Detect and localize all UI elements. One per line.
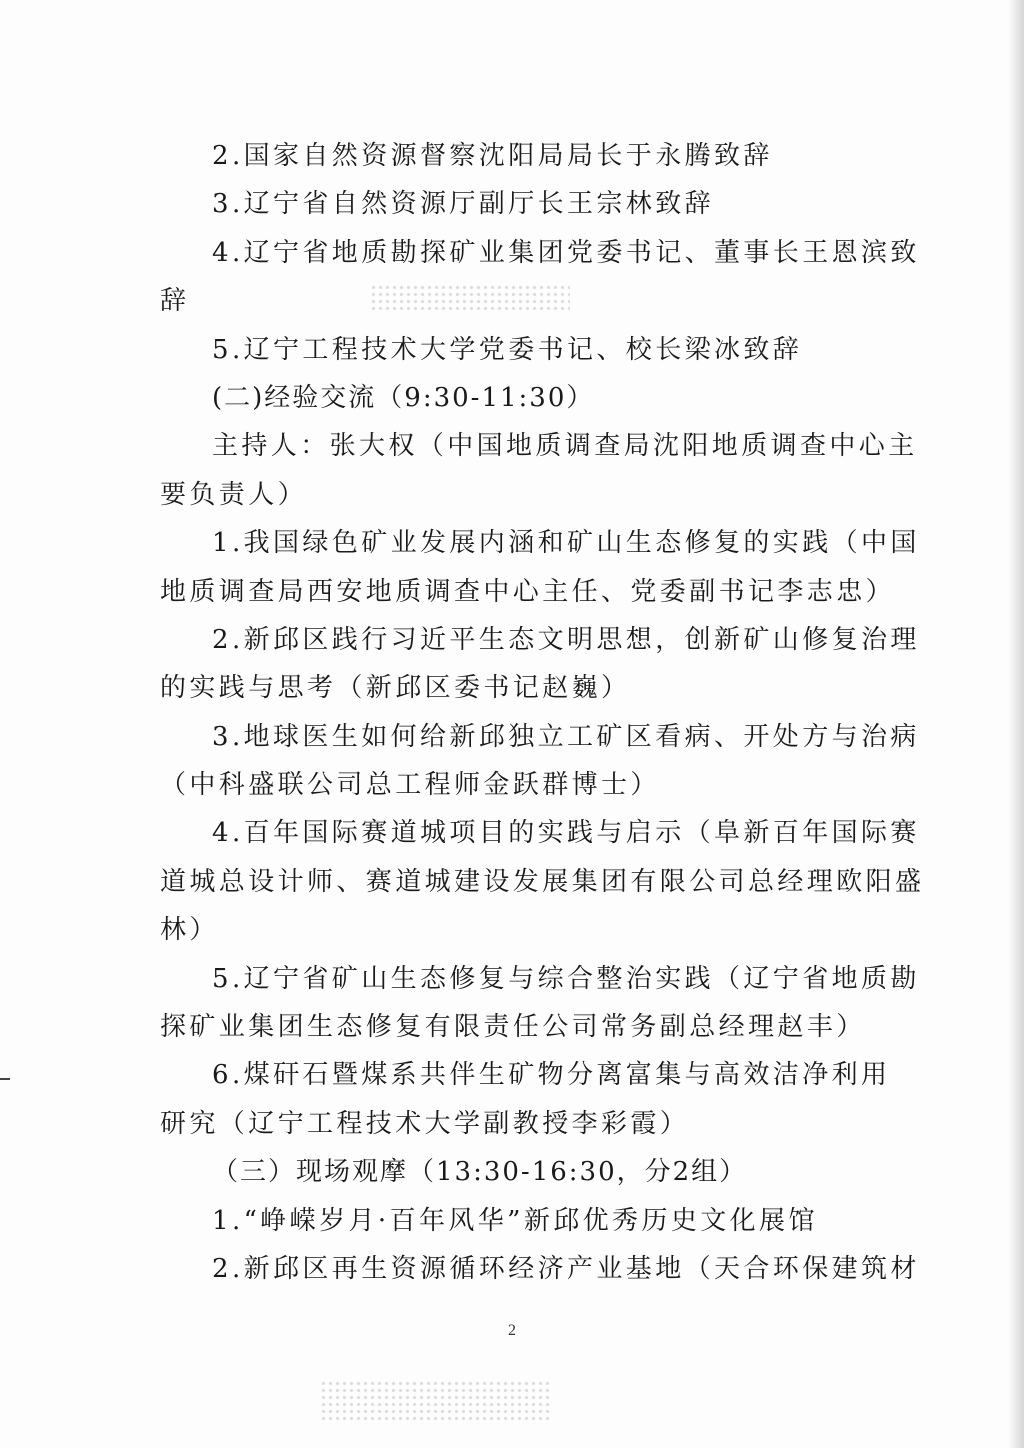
agenda-item-line: 2.国家自然资源督察沈阳局局长于永腾致辞 (212, 141, 773, 171)
agenda-item-line: 4.百年国际赛道城项目的实践与启示（阜新百年国际赛 (212, 818, 920, 849)
agenda-item-line: 1.“峥嵘岁月·百年风华”新邱优秀历史文化展馆 (212, 1205, 818, 1236)
agenda-item-line: 5.辽宁省矿山生态修复与综合整治实践（辽宁省地质勘 (212, 963, 920, 994)
agenda-item-line: 6.煤矸石暨煤系共伴生矿物分离富集与高效洁净利用 (212, 1060, 891, 1091)
agenda-item-continuation: 林） (160, 915, 219, 946)
agenda-item-continuation: 辞 (160, 286, 190, 317)
scan-speckle (370, 284, 570, 310)
agenda-item-line: 1.我国绿色矿业发展内涵和矿山生态修复的实践（中国 (212, 528, 920, 559)
host-line: 主持人：张大权（中国地质调查局沈阳地质调查中心主 (212, 431, 918, 462)
scan-speckle (320, 1380, 550, 1424)
scan-margin-mark (0, 1078, 10, 1080)
agenda-item-line: 2.新邱区践行习近平生态文明思想，创新矿山修复治理 (212, 624, 920, 655)
agenda-item-continuation: 的实践与思考（新邱区委书记赵巍） (160, 673, 631, 704)
agenda-item-line: 2.新邱区再生资源循环经济产业基地（天合环保建筑材 (212, 1253, 920, 1284)
agenda-item-continuation: 研究（辽宁工程技术大学副教授李彩霞） (160, 1108, 690, 1139)
page-number: 2 (508, 1322, 516, 1339)
agenda-item-continuation: 探矿业集团生态修复有限责任公司常务副总经理赵丰） (160, 1012, 866, 1043)
host-line-continuation: 要负责人） (160, 479, 308, 510)
scan-shadow-edge (1008, 0, 1024, 1448)
agenda-item-continuation: 道城总设计师、赛道城建设发展集团有限公司总经理欧阳盛 (160, 866, 925, 897)
section-heading-experience-exchange: (二)经验交流（9:30-11:30） (212, 382, 595, 413)
agenda-item-continuation: （中科盛联公司总工程师金跃群博士） (160, 770, 660, 801)
agenda-item-line: 3.地球医生如何给新邱独立工矿区看病、开处方与治病 (212, 721, 920, 752)
section-heading-site-visit: （三）现场观摩（13:30-16:30，分2组） (212, 1157, 748, 1188)
agenda-item-continuation: 地质调查局西安地质调查中心主任、党委副书记李志忠） (160, 576, 896, 607)
agenda-item-line: 4.辽宁省地质勘探矿业集团党委书记、董事长王恩滨致 (212, 237, 920, 268)
agenda-item-line: 5.辽宁工程技术大学党委书记、校长梁冰致辞 (212, 334, 803, 365)
agenda-item-line: 3.辽宁省自然资源厅副厅长王宗林致辞 (212, 189, 715, 220)
